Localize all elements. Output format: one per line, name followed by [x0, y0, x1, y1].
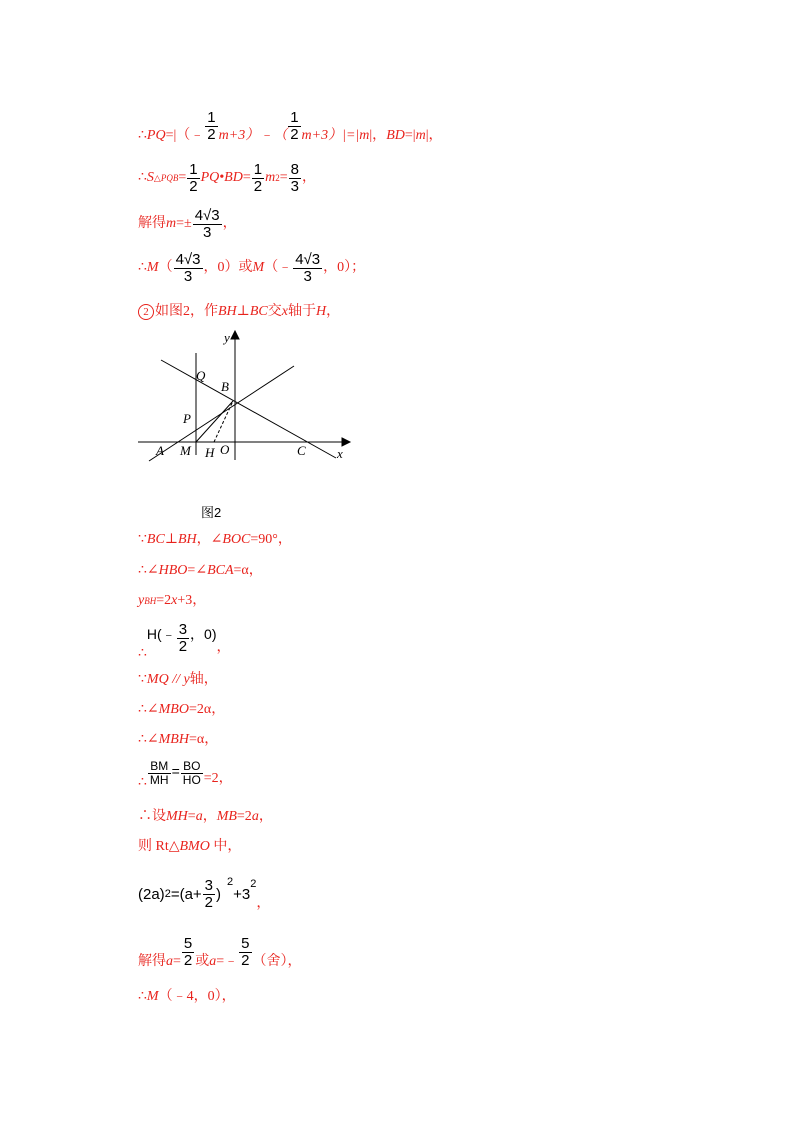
text: =90°，: [250, 532, 292, 547]
denominator: HO: [182, 772, 201, 787]
segment-bh-dashed: [214, 401, 233, 442]
numerator: 3: [204, 877, 214, 894]
therefore-symbol: ∴设: [138, 809, 166, 824]
text: （: [158, 260, 173, 276]
m-coordinates: [138, 252, 365, 285]
denominator: 2: [241, 951, 250, 969]
fraction: [182, 936, 194, 969]
numerator: 4√3: [194, 207, 220, 224]
numerator: 1: [290, 109, 299, 126]
denominator: MH: [149, 772, 169, 787]
label-m: M: [180, 443, 191, 458]
numerator: BO: [183, 759, 201, 773]
exponent: 2: [227, 875, 234, 888]
label-c: C: [297, 443, 306, 458]
parallel-symbol: //: [168, 672, 184, 687]
var-bmo: BMO: [179, 839, 210, 854]
denominator: 3: [203, 223, 212, 241]
text: 中，: [209, 839, 242, 854]
text: （舍），: [252, 954, 302, 970]
solve-m: [138, 208, 237, 241]
var-mq: MQ: [146, 672, 169, 687]
denominator: 2: [189, 177, 198, 195]
text: ): [216, 885, 222, 903]
text: |，: [425, 128, 443, 144]
var-bd: BD: [386, 128, 405, 144]
var-m: m: [359, 128, 370, 144]
text: ，0）或: [203, 260, 253, 276]
text: ，: [222, 216, 237, 232]
var-m: M: [252, 260, 265, 276]
numerator: 4√3: [175, 251, 201, 268]
equation-area: [138, 162, 316, 195]
exponent: 2: [275, 172, 280, 183]
denominator: 2: [204, 893, 214, 911]
var-pq: PQ: [146, 128, 166, 144]
text: =: [173, 954, 181, 970]
text: m+3）﹣（: [218, 128, 288, 144]
numerator: 5: [183, 935, 193, 952]
text: ，0): [190, 625, 217, 642]
therefore-symbol: ∴: [138, 645, 147, 661]
text: m+3）|=|: [301, 128, 360, 144]
text: H(﹣: [146, 625, 176, 642]
text: 轴，: [189, 672, 218, 687]
text: =2，: [203, 771, 233, 787]
label-p: P: [183, 411, 191, 426]
fraction: [174, 252, 203, 285]
label-a: A: [156, 443, 164, 458]
case-two-intro: [138, 304, 340, 320]
text: =±: [176, 216, 192, 232]
var-mb: MB: [216, 809, 237, 824]
numerator: 5: [241, 935, 250, 952]
label-h: H: [205, 445, 215, 460]
var-bh: BH: [218, 304, 237, 319]
final-answer: [138, 990, 236, 1004]
var-m: M: [146, 989, 159, 1004]
fraction: [293, 252, 322, 285]
right-triangle-intro: [138, 840, 241, 854]
text: =α，: [233, 563, 263, 578]
therefore-symbol: ∴: [138, 775, 147, 791]
line-bh-equation: [138, 594, 206, 608]
var-bh: BH: [177, 532, 197, 547]
var-a: a: [166, 954, 173, 970]
text: ，∠: [196, 532, 223, 547]
text: =2: [156, 593, 172, 608]
var-y: y: [183, 672, 190, 687]
text: =∠: [187, 563, 208, 578]
therefore-symbol: ∴∠: [138, 732, 159, 747]
segment-mb: [196, 401, 233, 442]
denominator: 3: [303, 267, 312, 285]
var-a: a: [251, 809, 259, 824]
numerator: 8: [290, 161, 299, 178]
label-y: y: [224, 330, 230, 345]
denominator: 2: [290, 125, 299, 143]
text: 解得: [138, 954, 166, 970]
var-m: M: [146, 260, 159, 276]
var-x: x: [281, 304, 288, 319]
text: ，: [256, 896, 271, 912]
var-h: H: [315, 304, 327, 319]
text: (2a): [138, 885, 165, 903]
fraction: [252, 162, 264, 195]
var-bc: BC: [146, 532, 165, 547]
because-symbol: ∵: [138, 532, 147, 547]
fraction: [239, 936, 251, 969]
text: ，: [326, 304, 341, 319]
therefore-symbol: ∴: [138, 260, 147, 276]
angle-mbo: [138, 703, 225, 717]
angle-mbh: [138, 733, 218, 747]
fraction: [148, 760, 171, 786]
denominator: 3: [183, 267, 193, 285]
text: =: [171, 763, 180, 780]
y-axis-arrow-icon: [231, 331, 239, 339]
label-q: Q: [196, 368, 206, 383]
circled-number: 2: [138, 304, 154, 320]
text: ，: [301, 170, 316, 186]
let-variables: [138, 810, 273, 824]
var-mh: MH: [166, 809, 188, 824]
denominator: 2: [253, 177, 263, 195]
text: ，: [258, 809, 273, 824]
perp-symbol: ⊥: [164, 532, 178, 547]
fraction: [177, 622, 189, 655]
text: =: [242, 170, 251, 186]
numerator: 1: [207, 109, 216, 126]
text: =: [178, 170, 187, 186]
text: =: [187, 809, 196, 824]
equation-pq: [138, 109, 443, 153]
var-a: a: [209, 954, 217, 970]
text: 如图2，作: [155, 304, 218, 319]
text: 或: [195, 954, 210, 970]
denominator: 3: [290, 177, 299, 195]
fraction: [203, 878, 215, 911]
text: 交: [267, 304, 282, 319]
var-s: S: [146, 170, 154, 186]
fraction: [181, 760, 203, 786]
given-perpendicular: [138, 533, 292, 547]
numerator: 1: [189, 161, 198, 178]
pythagorean-equation: [138, 875, 271, 912]
therefore-symbol: ∴: [138, 128, 147, 144]
text: PQ•BD: [200, 170, 243, 186]
text: +3，: [177, 593, 207, 608]
var-a: a: [195, 809, 203, 824]
text: 解得: [138, 216, 166, 232]
text: =|: [404, 128, 416, 144]
therefore-symbol: ∴∠: [138, 702, 159, 717]
text: （﹣4，0），: [158, 989, 236, 1004]
var-mbo: MBO: [158, 702, 189, 717]
text: =(a+: [170, 885, 202, 903]
text: 则 Rt△: [138, 839, 180, 854]
var-boc: BOC: [222, 532, 251, 547]
fraction: [187, 162, 199, 195]
label-x: x: [337, 446, 343, 461]
denominator: 2: [207, 125, 216, 143]
therefore-symbol: ∴: [138, 170, 147, 186]
text: |，: [369, 128, 387, 144]
var-hbo: HBO: [158, 563, 188, 578]
angle-equality: [138, 564, 263, 578]
perp-symbol: ⊥: [236, 304, 250, 319]
var-bc: BC: [249, 304, 268, 319]
subscript: △PQB: [153, 172, 179, 183]
text: =2: [236, 809, 252, 824]
figure-caption: 图2: [201, 505, 222, 520]
text: +3: [233, 885, 251, 903]
var-mbh: MBH: [158, 732, 189, 747]
numerator: 4√3: [295, 251, 321, 268]
text: ，: [202, 809, 217, 824]
text: =2α，: [188, 702, 226, 717]
x-axis-arrow-icon: [342, 438, 350, 446]
var-x: x: [171, 593, 178, 608]
numerator: 3: [178, 621, 188, 638]
ratio-equation: [138, 759, 233, 791]
text: =﹣: [216, 954, 239, 970]
text: =: [279, 170, 288, 186]
var-m: m: [166, 216, 177, 232]
exponent: 2: [250, 877, 257, 890]
therefore-symbol: ∴∠: [138, 563, 159, 578]
numerator: BM: [150, 759, 169, 773]
fraction: [193, 208, 222, 241]
fraction: [289, 162, 301, 195]
var-m: m: [415, 128, 426, 144]
fraction: [288, 110, 300, 143]
denominator: 2: [183, 951, 193, 969]
var-bca: BCA: [207, 563, 234, 578]
text: =α，: [188, 732, 219, 747]
h-coordinates: [138, 621, 231, 661]
label-b: B: [221, 379, 229, 394]
exponent: 2: [164, 887, 171, 900]
text: =|（﹣: [165, 128, 205, 144]
text: ，0）；: [323, 260, 366, 276]
fraction: [205, 110, 217, 143]
numerator: 1: [253, 161, 263, 178]
geometry-figure: [136, 325, 352, 465]
denominator: 2: [178, 637, 188, 655]
var-m: m: [265, 170, 276, 186]
text: （﹣: [264, 260, 293, 276]
solve-a: [138, 935, 302, 979]
text: 轴于: [287, 304, 316, 319]
mq-parallel: [138, 673, 218, 687]
var-y: y: [138, 593, 145, 608]
label-o: O: [220, 442, 230, 457]
because-symbol: ∵: [138, 672, 147, 687]
subscript: BH: [144, 595, 157, 606]
therefore-symbol: ∴: [138, 989, 147, 1004]
text: ，: [216, 639, 231, 655]
